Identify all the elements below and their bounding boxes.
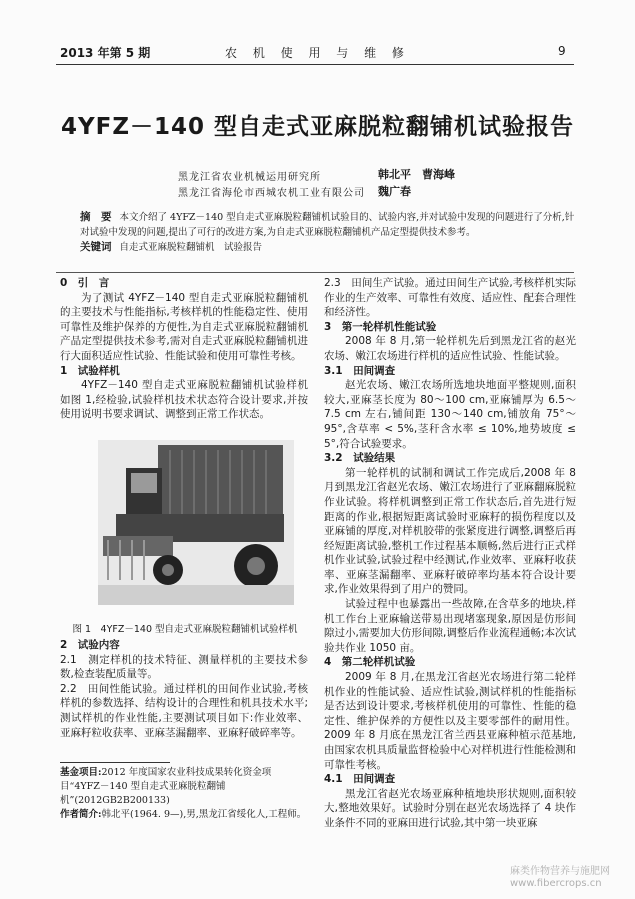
watermark-line-2: www.fibercrops.cn — [510, 878, 602, 889]
section-3-2-text-a: 第一轮样机的试制和调试工作完成后,2008 年 8 月到黑龙江省赵光农场、嫩江农场进行了亚麻翻麻脱粒作业试验。将样机调整到正常工作状态后,首先进行短距离的作业,根据短距离试验时亚麻籽的损伤程度以及亚麻铺的厚度,对样机胶带的张紧度进行调整,调整后再经短距离试验,整机工作过程基本顺畅,然后进行正式样机作业试验,试验过程中经测试,作业效率、亚麻籽收获率、亚麻茎漏翻率、亚麻籽破碎率均基本符合设计要求,作业效果得到了用户的赞同。 — [324, 466, 576, 596]
section-3-1-heading: 3.1 田间调查 — [324, 364, 396, 377]
section-2-3-text: 2.3 田间生产试验。通过田间生产试验,考核样机实际作业的生产效率、可靠性有效度、适应性、配套合理性和经济性。 — [324, 277, 576, 319]
abstract-rule — [56, 272, 574, 273]
abstract-block — [80, 210, 580, 255]
section-1-text: 4YFZ－140 型自走式亚麻脱粒翻铺机试验样机如图 1,经检验,试验样机技术状态符合设计要求,并按使用说明书要求调试、调整到正常工作状态。 — [60, 379, 308, 421]
footnote-rule — [60, 762, 170, 763]
fund-text: 2012 年度国家农业科技成果转化资金项目“4YFZ－140 型自走式亚麻脱粒翻铺机”(2012GB2B200133) — [60, 767, 272, 806]
section-3-text: 2008 年 8 月,第一轮样机先后到黑龙江省的赵光农场、嫩江农场进行样机的适应性试验、性能试验。 — [324, 335, 576, 362]
section-0-heading: 0 引 言 — [60, 277, 110, 289]
section-3-2-heading: 3.2 试验结果 — [324, 452, 396, 465]
abstract-text: 本文介绍了 4YFZ－140 型自走式亚麻脱粒翻铺机试验目的、试验内容,并对试验中发现的问题进行了分析,针对试验中发现的问题,提出了可行的改进方案,为自走式亚麻脱粒翻铺机产品定型提供技术参考。 — [80, 212, 575, 238]
authors-2: 魏广春 — [378, 185, 411, 198]
section-3-heading: 3 第一轮样机性能试验 — [324, 320, 437, 333]
watermark — [510, 866, 610, 890]
section-4-heading: 4 第二轮样机试验 — [324, 656, 416, 669]
watermark-line-1: 麻类作物营养与施肥网 — [510, 866, 610, 877]
footnotes — [60, 766, 310, 822]
fund-label: 基金项目: — [60, 767, 102, 778]
section-4-1-heading: 4.1 田间调查 — [324, 773, 396, 786]
machine-photo — [98, 440, 294, 605]
issue-label: 2013 年第 5 期 — [60, 46, 151, 60]
section-4-text: 2009 年 8 月,在黑龙江省赵光农场进行第二轮样机作业的性能试验、适应性试验,测试样机的性能指标是否达到设计要求,考核样机使用的可靠性、性能的稳定性、维护保养的方便性以及主要零部件的耐用性。2009 年 8 月底在黑龙江省兰西县亚麻种植示范基地,由国家农机具质量监督检验中心对样机进行性能检测和可靠性考核。 — [324, 671, 576, 771]
fund-note — [60, 766, 310, 808]
figure-caption: 图 1 4YFZ－140 型自走式亚麻脱粒翻铺机试验样机 — [72, 624, 298, 635]
abstract — [80, 210, 580, 240]
paper-title: 4YFZ－140 型自走式亚麻脱粒翻铺机试验报告 — [60, 114, 575, 140]
author-note — [60, 808, 310, 822]
section-3-2-text-b: 试验过程中也暴露出一些故障,在含草多的地块,样机工作台上亚麻输送带易出现堵塞现象,原因是仿形间隙过小,需要加大仿形间隙,调整后作业流程通畅;本次试验共作业 1050 亩。 — [324, 598, 576, 654]
section-1-heading: 1 试验样机 — [60, 364, 120, 377]
author-text: 韩北平(1964. 9—),男,黑龙江省绥化人,工程师。 — [101, 809, 307, 820]
section-2-2-text: 2.2 田间性能试验。通过样机的田间作业试验,考核样机的参数选择、结构设计的合理性和机具技术水平;测试样机的作业性能,主要测试项目如下:作业效率、亚麻籽粒收获率、亚麻茎漏翻率、亚麻籽破碎率等。 — [60, 682, 308, 739]
keywords — [80, 240, 580, 255]
keywords-label: 关键词 — [80, 241, 112, 253]
page-number: 9 — [558, 44, 566, 58]
section-0-text: 为了测试 4YFZ－140 型自走式亚麻脱粒翻铺机的主要技术与性能指标,考核样机的性能稳定性、使用可靠性及维护保养的方便性,为自走式亚麻脱粒翻铺机产品定型提供技术参考,需对自走式亚麻脱粒翻铺机进行大面积适应性试验、性能试验和使用可靠性考核。 — [60, 291, 308, 362]
author-label: 作者简介: — [60, 809, 102, 820]
left-column-lower — [60, 638, 308, 740]
journal-name: 农 机 使 用 与 维 修 — [225, 46, 410, 60]
section-2-heading: 2 试验内容 — [60, 639, 120, 651]
authors-1: 韩北平 曹海峰 — [378, 168, 455, 181]
left-column — [60, 276, 308, 422]
header-rule — [56, 64, 574, 65]
affiliation-2: 黑龙江省海伦市西城农机工业有限公司 — [178, 188, 365, 199]
section-2-1-text: 2.1 测定样机的技术特征、测量样机的主要技术参数,检查装配质量等。 — [60, 653, 308, 681]
keywords-text: 自走式亚麻脱粒翻铺机 试验报告 — [119, 242, 263, 253]
right-column — [324, 276, 576, 831]
abstract-label: 摘 要 — [80, 211, 112, 223]
section-3-1-text: 赵光农场、嫩江农场所选地块地面平整规则,面积较大,亚麻茎长度为 80～100 cm,亚麻铺厚为 6.5～7.5 cm 左右,铺间距 130～140 cm,铺放角 75°～95°,含草率 < 5%,茎秆含水率 ≤ 10%,地势坡度 ≤ 5°,符合试验要求。 — [324, 379, 576, 450]
affiliation-1: 黑龙江省农业机械运用研究所 — [178, 172, 321, 183]
section-4-1-text: 黑龙江省赵光农场亚麻种植地块形状规则,面积较大,整地效果好。试验时分别在赵光农场选择了 4 块作业条件不同的亚麻田进行试验,其中第一块亚麻 — [324, 787, 576, 829]
